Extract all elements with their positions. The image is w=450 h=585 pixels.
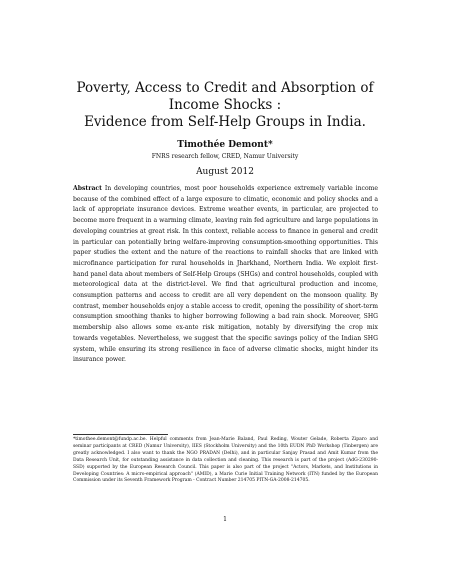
- page-number: 1: [223, 516, 227, 523]
- title-line-3: Evidence from Self-Help Groups in India.: [84, 114, 366, 130]
- abstract-heading: Abstract: [73, 185, 102, 192]
- footnote-rule: [73, 434, 168, 435]
- abstract-text: In developing countries, most poor households experience extremely variable income because of the combined effect of a large exposure to climatic, economic and policy shocks and a lack of appropriate insurance devices. Extreme weather events, in particular, are projected to become more frequent in a warming climate, leaving rain fed agriculture and large populations in developing countries at great risk. In this context, reliable access to finance in general and credit in particular can potentially bring welfare-improving consumption-smoothing opportunities. This paper studies the extent and the nature of the reactions to rainfall shocks that are linked with microfinance participation for rural households in Jharkhand, Northern India. We exploit first-hand panel data about members of Self-Help Groups (SHGs) and control households, coupled with meteorological data at the district-level. We find that agricultural production and income, consumption patterns and access to credit are all very dependent on the monsoon quality. By contrast, member households enjoy a stable access to credit, opening the possibility of short-term consumption smoothing thanks to higher borrowing following a bad rain shock. Moreover, SHG membership also allows some ex-ante risk mitigation, notably by diversifying the crop mix towards vegetables. Nevertheless, we suggest that the specific savings policy of the Indian SHG system, while ensuring its strong resilience in face of adverse climatic shocks, might hinder its insurance power.: [73, 185, 379, 364]
- abstract: [73, 184, 378, 366]
- title-line-1: Poverty, Access to Credit and Absorption of: [76, 80, 374, 96]
- title-line-2: Income Shocks :: [168, 97, 282, 113]
- author-name: Timothée Demont*: [177, 140, 273, 150]
- footnote: *timothee.demont@fundp.ac.be. Helpful comments from Jean-Marie Baland, Paul Reding, Wouter Gelade, Roberta Ziparo and seminar participants at CRED (Namur University), IIES (Stockholm University) and the 10th EUDN PhD Workshop (Tinbergen) are greatly acknowledged. I also want to thank the NGO PRADAN (Delhi), and in particular Sanjay Prasad and Amit Kumar from the Data Research Unit, for outstanding assistance in data collection and cleaning. This research is part of the project (AdG-230290-SSD) supported by the European Research Council. This paper is also part of the project "Actors, Markets, and Institutions in Developing Countries: A micro-empirical approach" (AMID), a Marie Curie Initial Training Network (ITN) funded by the European Commission under its Seventh Framework Program - Contract Number 214705 PITN-GA-2008-214705.: [73, 437, 378, 484]
- author-affiliation: FNRS research fellow, CRED, Namur University: [151, 153, 299, 160]
- paper-title: [60, 80, 390, 131]
- publication-date: August 2012: [196, 167, 254, 177]
